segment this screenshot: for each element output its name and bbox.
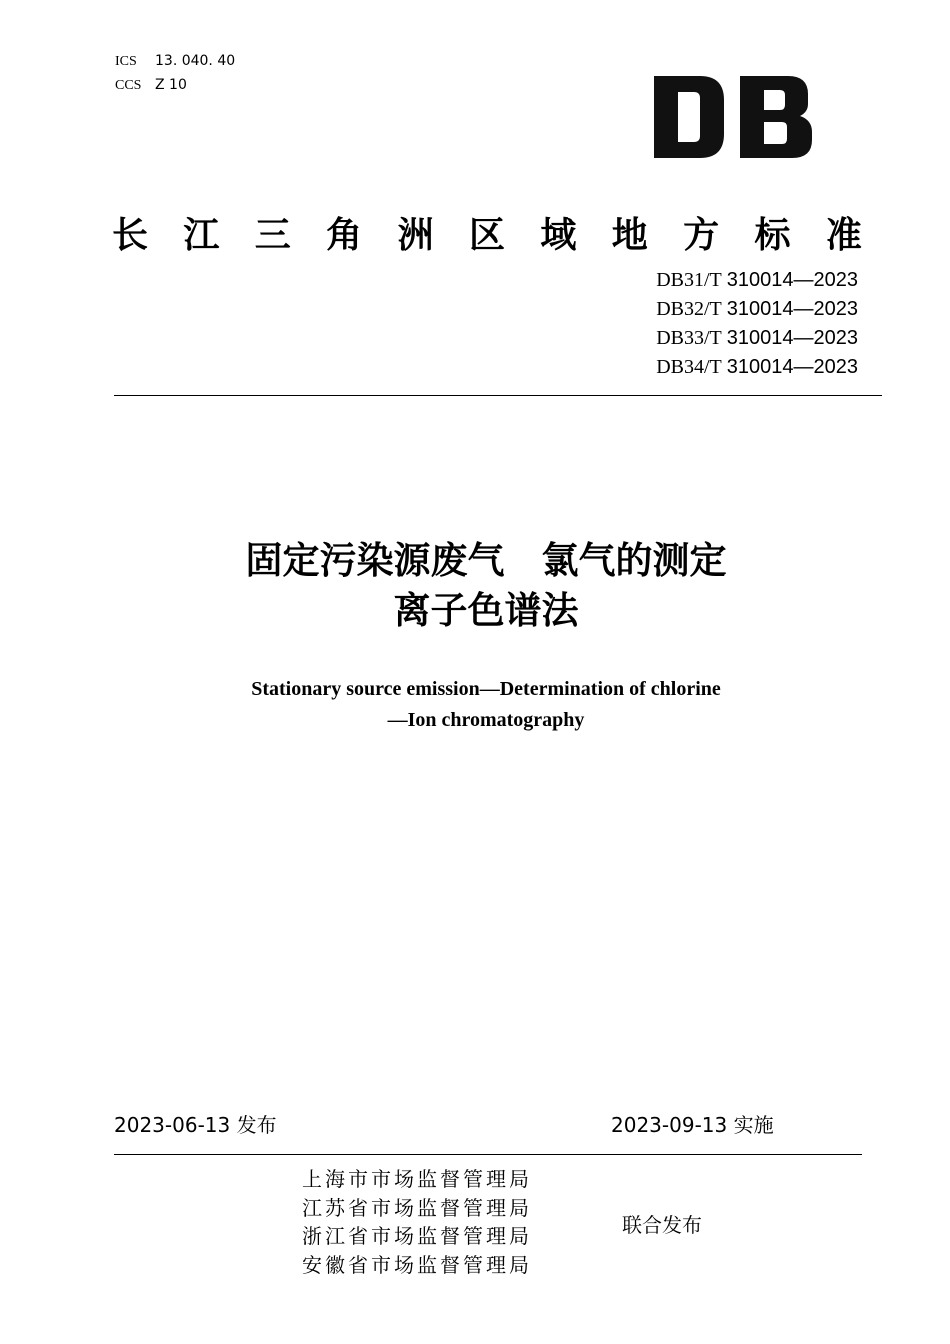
publish-date: 2023-06-13 发布: [114, 1113, 277, 1137]
issuer-name: 江苏省市场监督管理局: [302, 1197, 532, 1220]
title-english-line2: —Ion chromatography: [387, 709, 585, 731]
joint-issue-label: 联合发布: [622, 1213, 702, 1237]
standard-number-value: 310014—2023: [726, 298, 858, 320]
title-english-line1: Stationary source emission—Determination of chlorine: [251, 678, 721, 700]
standard-type-char: 角: [326, 214, 363, 256]
ccs-value: Z 10: [155, 77, 187, 93]
standard-type-char: 地: [611, 214, 648, 256]
standard-number-row: [656, 295, 858, 324]
title-english: [0, 674, 950, 736]
db-logo: [654, 76, 814, 158]
top-divider: [114, 395, 882, 396]
title-chinese-line2: 离子色谱法: [393, 589, 579, 632]
standard-number-row: [656, 324, 858, 353]
standard-number-value: 310014—2023: [726, 356, 858, 378]
standard-type-char: 方: [683, 214, 720, 256]
standard-number-row: [656, 266, 858, 295]
issuer-name: 上海市市场监督管理局: [302, 1169, 532, 1191]
issuer-name: 安徽省市场监督管理局: [302, 1254, 532, 1277]
standard-number-value: 310014—2023: [726, 269, 858, 291]
standard-number-prefix: DB31/T: [656, 269, 722, 291]
issuer-name: 浙江省市场监督管理局: [302, 1226, 532, 1248]
standard-numbers: [656, 266, 858, 382]
ics-label: ICS: [115, 54, 137, 69]
standard-type-char: 标: [754, 214, 791, 256]
db-logo-graphic: [654, 76, 814, 158]
standard-type-char: 三: [254, 214, 291, 256]
standard-number-prefix: DB33/T: [656, 327, 722, 349]
bottom-divider: [114, 1154, 862, 1155]
ics-value: 13. 040. 40: [155, 53, 236, 69]
standard-type-heading: [112, 206, 862, 258]
standard-type-char: 长: [112, 214, 149, 256]
ccs-label: CCS: [115, 78, 142, 93]
standard-number-row: [656, 353, 858, 382]
standard-number-prefix: DB32/T: [656, 298, 722, 320]
implement-date: 2023-09-13 实施: [611, 1113, 774, 1137]
standard-number-value: 310014—2023: [726, 327, 858, 349]
title-chinese: [0, 536, 950, 636]
ics-code: [115, 52, 235, 71]
standard-type-char: 区: [468, 214, 505, 256]
standard-type-char: 江: [183, 214, 220, 256]
standard-number-prefix: DB34/T: [656, 356, 722, 378]
ccs-code: [115, 76, 187, 95]
standard-type-char: 洲: [397, 214, 434, 256]
title-chinese-line1: 固定污染源废气 氯气的测定: [245, 539, 727, 582]
standard-type-char: 准: [825, 214, 862, 256]
issuing-authorities: [302, 1166, 532, 1280]
standard-type-char: 域: [540, 214, 577, 256]
